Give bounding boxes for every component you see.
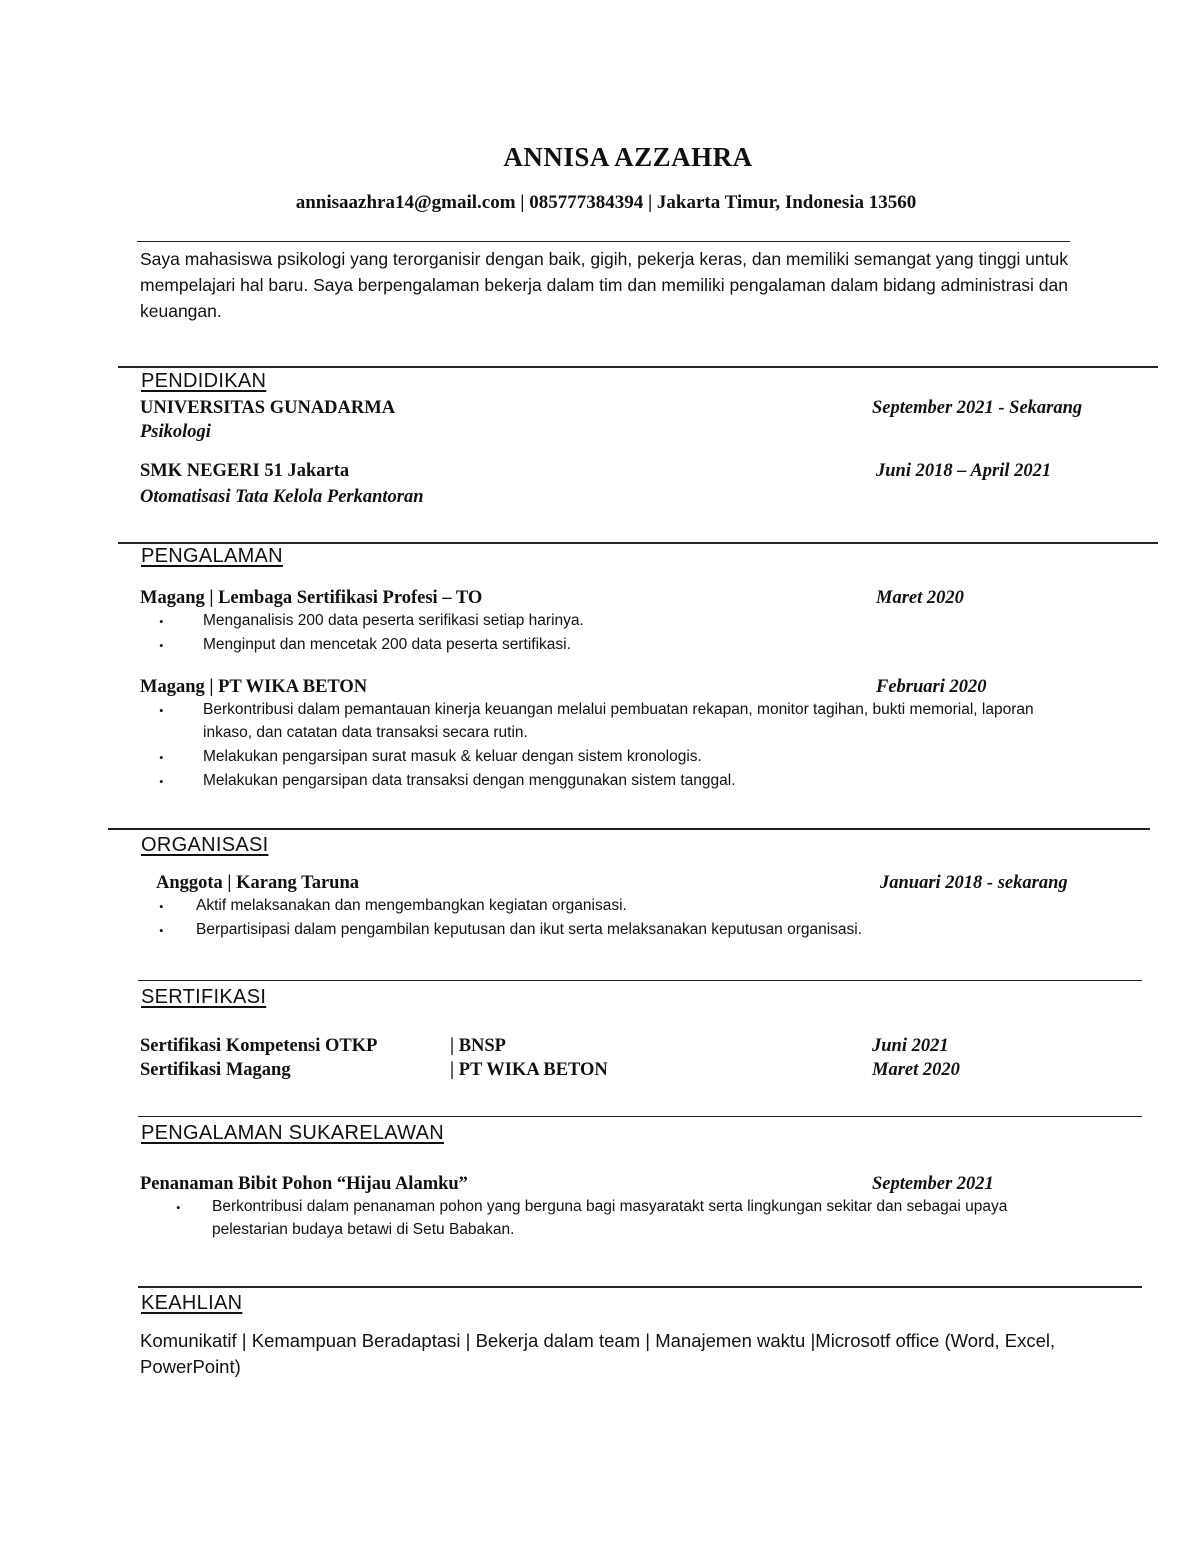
summary-text: Saya mahasiswa psikologi yang terorganisir dengan baik, gigih, pekerja keras, dan memiliki semangat yang tinggi untuk mempelajari hal baru. Saya berpengalaman bekerja dalam tim dan memiliki pengalaman dalam bidang administrasi dan keuangan. [140,249,1069,321]
skills-divider [138,1286,1142,1288]
certification-name: Sertifikasi Kompetensi OTKP [140,1036,378,1056]
bullet-dot: • [159,750,164,765]
experience-bullet: Menginput dan mencetak 200 data peserta sertifikasi. [203,636,571,653]
volunteer-role: Penanaman Bibit Pohon “Hijau Alamku” [140,1174,468,1194]
bullet-dot: • [159,899,164,914]
bullet-dot: • [159,614,164,629]
organization-role: Anggota | Karang Taruna [156,873,359,893]
certification-divider [138,980,1142,981]
candidate-name: ANNISA AZZAHRA [503,142,753,172]
experience-title: PENGALAMAN [141,545,283,567]
experience-bullet: Menganalisis 200 data peserta serifikasi setiap harinya. [203,612,584,629]
certification-issuer: | PT WIKA BETON [450,1060,608,1080]
certification-date: Juni 2021 [872,1036,949,1056]
experience-bullet: Melakukan pengarsipan surat masuk & keluar dengan sistem kronologis. [203,748,702,765]
experience-bullet: Melakukan pengarsipan data transaksi dengan menggunakan sistem tanggal. [203,772,736,789]
skills-text: Komunikatif | Kemampuan Beradaptasi | Bekerja dalam team | Manajemen waktu |Microsotf office (Word, Excel, PowerPoint) [140,1330,1056,1377]
volunteer-bullet: Berkontribusi dalam penanaman pohon yang berguna bagi masyaratakt serta lingkungan sekitar dan sebagai upaya [212,1198,1008,1215]
organization-title: ORGANISASI [141,834,269,856]
volunteer-bullet-continuation: pelestarian budaya betawi di Setu Babakan. [212,1221,515,1238]
certification-issuer: | BNSP [450,1036,506,1056]
bullet-dot: • [159,638,164,653]
education-date: Juni 2018 – April 2021 [876,461,1052,481]
volunteer-date: September 2021 [872,1174,994,1194]
certification-title: SERTIFIKASI [141,986,267,1008]
certification-date: Maret 2020 [872,1060,960,1080]
summary-divider [137,241,1070,242]
bullet-dot: • [159,923,164,938]
experience-bullet: Berkontribusi dalam pemantauan kinerja keuangan melalui pembuatan rekapan, monitor tagihan, bukti memorial, laporan [203,701,1034,718]
experience-role: Magang | PT WIKA BETON [140,677,368,697]
skills-title: KEAHLIAN [141,1292,243,1314]
education-major: Psikologi [140,422,211,442]
experience-role: Magang | Lembaga Sertifikasi Profesi – TO [140,588,483,608]
experience-bullet-continuation: inkaso, dan catatan data transaksi secara rutin. [203,724,528,741]
education-school: UNIVERSITAS GUNADARMA [140,398,396,418]
organization-divider [108,828,1150,830]
organization-bullet: Berpartisipasi dalam pengambilan keputusan dan ikut serta melaksanakan keputusan organisasi. [196,921,863,938]
education-divider [118,366,1158,368]
education-major: Otomatisasi Tata Kelola Perkantoran [140,487,424,507]
bullet-dot: • [176,1200,181,1215]
education-date: September 2021 - Sekarang [872,398,1083,418]
experience-date: Maret 2020 [876,588,964,608]
volunteer-title: PENGALAMAN SUKARELAWAN [141,1122,444,1144]
education-title: PENDIDIKAN [141,370,267,392]
experience-date: Februari 2020 [876,677,987,697]
organization-date: Januari 2018 - sekarang [880,873,1068,893]
bullet-dot: • [159,774,164,789]
organization-bullet: Aktif melaksanakan dan mengembangkan kegiatan organisasi. [196,897,627,914]
volunteer-divider [138,1116,1142,1117]
education-school: SMK NEGERI 51 Jakarta [140,461,350,481]
contact-info: annisaazhra14@gmail.com | 085777384394 | Jakarta Timur, Indonesia 13560 [295,192,917,213]
certification-name: Sertifikasi Magang [140,1060,291,1080]
experience-divider [118,542,1158,544]
bullet-dot: • [159,703,164,718]
